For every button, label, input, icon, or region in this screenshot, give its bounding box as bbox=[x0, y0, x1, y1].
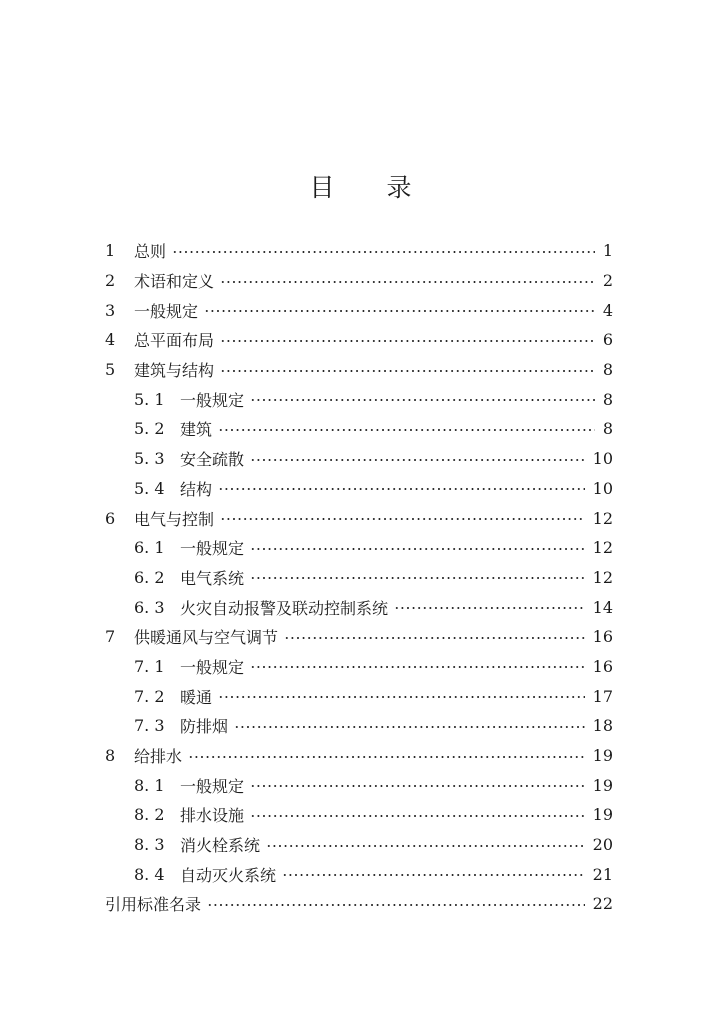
toc-entry-page-number: 19 bbox=[592, 746, 613, 766]
dot-leader bbox=[284, 635, 585, 641]
toc-entry-page-number: 19 bbox=[592, 775, 613, 795]
toc-entry[interactable] bbox=[105, 622, 613, 652]
toc-entry-number: 5. 1 bbox=[134, 389, 165, 409]
dot-leader bbox=[220, 516, 585, 522]
toc-entry-label: 总平面布局 bbox=[134, 331, 215, 351]
dot-leader bbox=[234, 724, 585, 730]
toc-entry[interactable] bbox=[105, 741, 613, 771]
toc-entry-page-number: 12 bbox=[592, 538, 613, 558]
toc-entry-label: 防排烟 bbox=[180, 717, 229, 737]
toc-entry-label: 术语和定义 bbox=[134, 272, 215, 292]
toc-entry-number: 8. 3 bbox=[134, 835, 165, 855]
toc-entry-number: 7. 2 bbox=[134, 686, 165, 706]
toc-entry-label: 火灾自动报警及联动控制系统 bbox=[180, 598, 389, 618]
dot-leader bbox=[204, 308, 595, 314]
dot-leader bbox=[282, 872, 585, 878]
toc-entry-page-number: 1 bbox=[602, 241, 613, 261]
toc-entry[interactable] bbox=[105, 355, 613, 385]
toc-entry-page-number: 20 bbox=[592, 835, 613, 855]
toc-entry-number: 5. 3 bbox=[134, 449, 165, 469]
toc-entry[interactable] bbox=[105, 652, 613, 682]
toc-entry-label: 引用标准名录 bbox=[105, 895, 202, 915]
toc-entry-number: 5. 2 bbox=[134, 419, 165, 439]
toc-entry[interactable] bbox=[105, 325, 613, 355]
toc-entry-label: 给排水 bbox=[134, 747, 183, 767]
toc-entry-number: 7. 3 bbox=[134, 716, 165, 736]
toc-entry-label: 建筑与结构 bbox=[134, 361, 215, 381]
toc-entry-label: 电气与控制 bbox=[134, 509, 215, 529]
toc-entry-page-number: 16 bbox=[592, 656, 613, 676]
toc-entry[interactable] bbox=[105, 474, 613, 504]
toc-entry[interactable] bbox=[105, 770, 613, 800]
toc-entry[interactable] bbox=[105, 711, 613, 741]
toc-entry[interactable] bbox=[105, 266, 613, 296]
toc-entry-page-number: 2 bbox=[602, 271, 613, 291]
toc-entry-label: 总则 bbox=[134, 242, 167, 262]
toc-entry[interactable] bbox=[105, 444, 613, 474]
toc-entry-label: 安全疏散 bbox=[180, 450, 245, 470]
toc-entry[interactable] bbox=[105, 681, 613, 711]
table-of-contents bbox=[105, 236, 613, 919]
toc-entry-page-number: 22 bbox=[592, 894, 613, 914]
toc-entry-number: 5 bbox=[105, 360, 116, 380]
toc-entry-label: 供暖通风与空气调节 bbox=[134, 628, 279, 648]
dot-leader bbox=[218, 486, 585, 492]
dot-leader bbox=[220, 368, 595, 374]
toc-entry-label: 结构 bbox=[180, 479, 213, 499]
toc-entry-page-number: 4 bbox=[602, 300, 613, 320]
toc-entry-number: 6. 3 bbox=[134, 597, 165, 617]
toc-entry[interactable] bbox=[105, 800, 613, 830]
dot-leader bbox=[220, 338, 595, 344]
toc-entry-label: 消火栓系统 bbox=[180, 836, 261, 856]
dot-leader bbox=[220, 279, 595, 285]
toc-entry-number: 8. 2 bbox=[134, 805, 165, 825]
toc-entry-label: 暖通 bbox=[180, 687, 213, 707]
toc-entry[interactable] bbox=[105, 563, 613, 593]
toc-entry-number: 8. 4 bbox=[134, 864, 165, 884]
toc-entry[interactable] bbox=[105, 503, 613, 533]
toc-entry-number: 4 bbox=[105, 330, 116, 350]
dot-leader bbox=[394, 605, 585, 611]
toc-entry[interactable] bbox=[105, 830, 613, 860]
toc-entry-number: 2 bbox=[105, 271, 116, 291]
toc-entry-number: 3 bbox=[105, 300, 116, 320]
toc-entry-label: 一般规定 bbox=[180, 657, 245, 677]
dot-leader bbox=[250, 813, 585, 819]
toc-entry-number: 7 bbox=[105, 627, 116, 647]
toc-entry-label: 自动灭火系统 bbox=[180, 865, 277, 885]
toc-entry[interactable] bbox=[105, 236, 613, 266]
toc-entry[interactable] bbox=[105, 384, 613, 414]
toc-entry-page-number: 10 bbox=[592, 449, 613, 469]
toc-entry[interactable] bbox=[105, 859, 613, 889]
toc-entry-number: 6 bbox=[105, 508, 116, 528]
dot-leader bbox=[250, 457, 585, 463]
dot-leader bbox=[188, 754, 585, 760]
toc-entry[interactable] bbox=[105, 533, 613, 563]
toc-entry-label: 一般规定 bbox=[180, 539, 245, 559]
dot-leader bbox=[250, 397, 595, 403]
dot-leader bbox=[266, 843, 585, 849]
toc-entry-label: 一般规定 bbox=[180, 390, 245, 410]
toc-entry-label: 电气系统 bbox=[180, 568, 245, 588]
toc-entry-label: 一般规定 bbox=[180, 776, 245, 796]
dot-leader bbox=[207, 902, 585, 908]
toc-entry[interactable] bbox=[105, 295, 613, 325]
toc-entry[interactable] bbox=[105, 592, 613, 622]
toc-entry-page-number: 8 bbox=[602, 419, 613, 439]
toc-entry-label: 排水设施 bbox=[180, 806, 245, 826]
toc-entry-number: 6. 2 bbox=[134, 567, 165, 587]
toc-entry-page-number: 21 bbox=[592, 864, 613, 884]
page-title: 目录 bbox=[309, 173, 464, 202]
toc-entry-page-number: 19 bbox=[592, 805, 613, 825]
toc-entry-page-number: 17 bbox=[592, 686, 613, 706]
toc-entry-number: 1 bbox=[105, 241, 116, 261]
toc-entry-page-number: 8 bbox=[602, 389, 613, 409]
dot-leader bbox=[250, 575, 585, 581]
toc-entry-page-number: 14 bbox=[592, 597, 613, 617]
toc-entry-number: 5. 4 bbox=[134, 478, 165, 498]
toc-entry-page-number: 10 bbox=[592, 478, 613, 498]
toc-entry-page-number: 6 bbox=[602, 330, 613, 350]
toc-entry-number: 8 bbox=[105, 746, 116, 766]
toc-entry-number: 6. 1 bbox=[134, 538, 165, 558]
toc-entry-page-number: 16 bbox=[592, 627, 613, 647]
dot-leader bbox=[218, 427, 595, 433]
toc-entry[interactable] bbox=[105, 889, 613, 919]
toc-entry-page-number: 12 bbox=[592, 508, 613, 528]
toc-entry-label: 建筑 bbox=[180, 420, 213, 440]
dot-leader bbox=[250, 546, 585, 552]
toc-entry-page-number: 18 bbox=[592, 716, 613, 736]
dot-leader bbox=[250, 664, 585, 670]
toc-entry-number: 8. 1 bbox=[134, 775, 165, 795]
dot-leader bbox=[250, 783, 585, 789]
toc-entry-page-number: 12 bbox=[592, 567, 613, 587]
toc-entry-label: 一般规定 bbox=[134, 301, 199, 321]
toc-entry[interactable] bbox=[105, 414, 613, 444]
toc-entry-page-number: 8 bbox=[602, 360, 613, 380]
toc-entry-number: 7. 1 bbox=[134, 656, 165, 676]
dot-leader bbox=[172, 249, 595, 255]
dot-leader bbox=[218, 694, 585, 700]
